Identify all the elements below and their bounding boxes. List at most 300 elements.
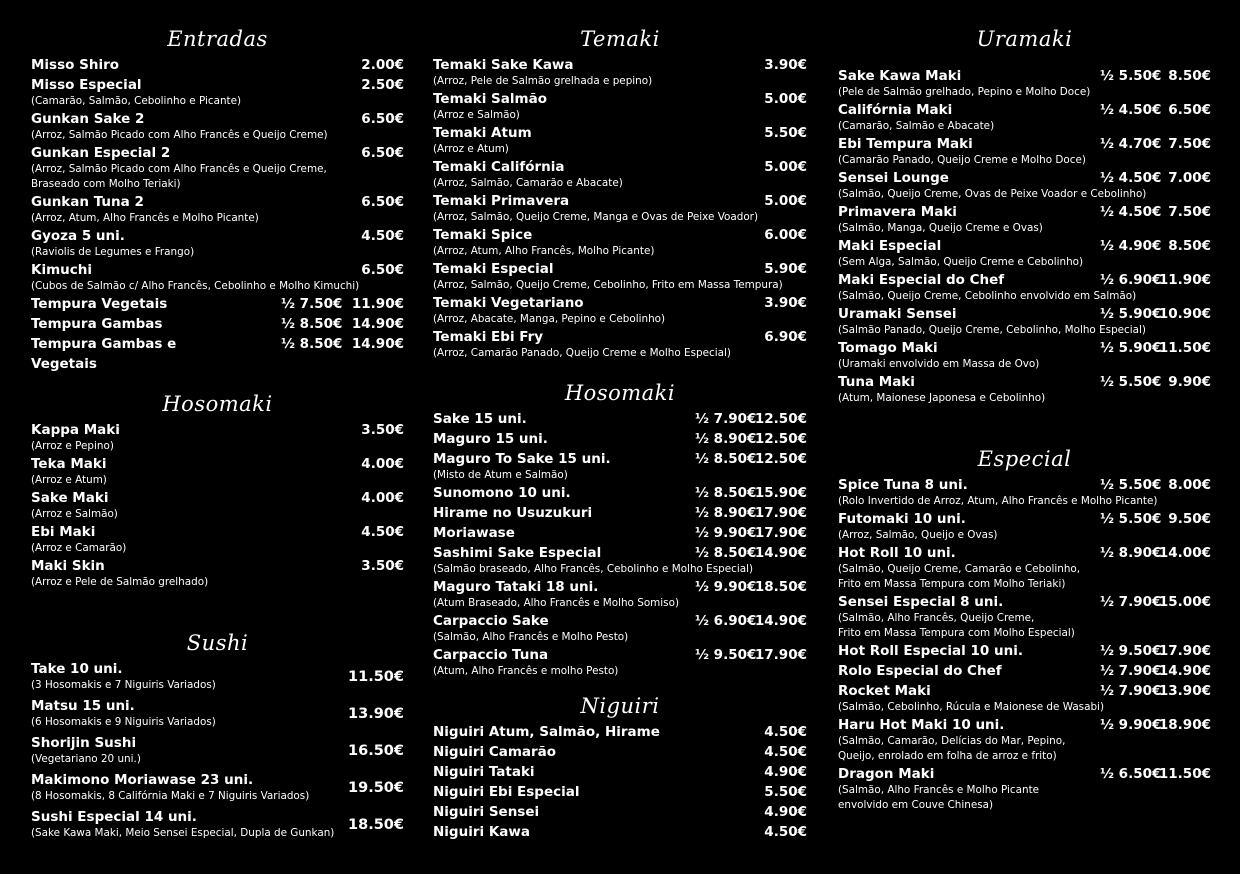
menu-item-row [433,89,807,109]
menu-item-name: Sushi Especial 14 uni. [31,809,197,825]
menu-item-row [31,556,404,576]
menu-item-half-price: ½ 9.50€ [1100,643,1162,659]
section-especial [838,446,1211,813]
menu-item-description: (Arroz e Atum) [31,474,107,486]
menu-item-price: 4.90€ [764,804,807,820]
menu-item-maki-especial [838,236,1211,270]
menu-item-misso-shiro [31,55,404,75]
menu-item-row [433,802,807,822]
menu-item-sensei-especial-8-uni [838,592,1211,641]
menu-item-row [31,192,404,212]
menu-item-niguiri-camarao [433,742,807,762]
menu-item-description: (Camarão Panado, Queijo Creme e Molho Doce) [838,154,1086,166]
menu-item-description: (Arroz, Abacate, Manga, Pepino e Cebolinho) [433,313,666,325]
menu-item-description: (Salmão, Alho Francês, Queijo Creme, Frito em Massa Tempura com Molho Especial) [838,612,1075,639]
menu-item-price: 7.50€ [1168,204,1211,220]
menu-item-price: 11.50€ [1158,766,1211,782]
menu-item-row [433,55,807,75]
menu-item-sake-maki [31,488,404,522]
menu-item-hot-roll-especial-10-uni [838,641,1211,661]
menu-item-rolo-especial-do-chef [838,661,1211,681]
menu-item-name: Sashimi Sake Especial [433,545,602,561]
menu-item-price: 6.50€ [361,145,404,161]
menu-item-half-price: ½ 8.50€ [281,316,343,332]
section-heading: Temaki [580,27,660,51]
menu-item-price: 4.50€ [361,524,404,540]
menu-item-row [838,641,1211,661]
menu-item-price: 14.90€ [351,336,404,352]
menu-item-price: 7.00€ [1168,170,1211,186]
menu-item-row [838,661,1211,681]
menu-item-row [433,762,807,782]
menu-item-name: Teka Maki [31,456,107,472]
menu-item-shorijin-sushi [31,733,404,767]
menu-item-price: 4.00€ [361,456,404,472]
menu-item-name: Carpaccio Tuna [433,647,549,663]
menu-item-name: Sunomono 10 uni. [433,485,571,501]
menu-item-uramaki-sensei [838,304,1211,338]
menu-item-description: (Pele de Salmão grelhado, Pepino e Molho Doce) [838,86,1091,98]
menu-item-half-price: ½ 6.90€ [1100,272,1162,288]
menu-item-name: Gyoza 5 uni. [31,228,125,244]
menu-item-description: (Salmão, Queijo Creme, Camarão e Cebolinho, Frito em Massa Tempura com Molho Teriaki) [838,563,1081,590]
menu-item-row [838,168,1211,188]
menu-item-maguro-to-sake-15-uni [433,449,807,483]
menu-item-name: Gunkan Sake 2 [31,111,145,127]
menu-item-temaki-salmao [433,89,807,123]
menu-item-spice-tuna-8-uni [838,475,1211,509]
menu-item-price: 7.50€ [1168,136,1211,152]
menu-item-description: (Arroz, Salmão, Queijo Creme, Manga e Ovas de Peixe Voador) [433,211,758,223]
menu-item-description: (Arroz, Salmão Picado com Alho Francês e Queijo Creme, Braseado com Molho Teriaki) [31,163,327,190]
menu-item-half-price: ½ 5.90€ [1100,306,1162,322]
menu-item-row [433,742,807,762]
section-heading: Uramaki [976,27,1073,51]
section-heading: Entradas [167,27,268,51]
menu-item-temaki-primavera [433,191,807,225]
menu-item-half-price: ½ 9.50€ [695,647,757,663]
menu-item-california-maki [838,100,1211,134]
menu-item-name: Hot Roll Especial 10 uni. [838,643,1023,659]
menu-item-row [838,372,1211,392]
menu-item-price: 10.90€ [1158,306,1211,322]
menu-item-row [838,543,1211,563]
menu-item-row [838,270,1211,290]
menu-item-description: (Atum, Maionese Japonesa e Cebolinho) [838,392,1046,404]
menu-item-name: Temaki Califórnia [433,159,565,175]
menu-item-row [433,503,807,523]
menu-item-description: (Arroz, Salmão, Queijo e Ovas) [838,529,998,541]
section-heading: Niguiri [580,694,660,718]
section-heading: Especial [977,447,1072,471]
menu-item-half-price: ½ 5.50€ [1100,477,1162,493]
menu-item-row [433,483,807,503]
menu-item-niguiri-atum-salmao-hirame [433,722,807,742]
menu-item-niguiri-ebi-especial [433,782,807,802]
menu-item-row [433,782,807,802]
menu-item-half-price: ½ 5.90€ [1100,340,1162,356]
menu-item-price: 5.50€ [764,784,807,800]
menu-item-rocket-maki [838,681,1211,715]
menu-item-price: 3.90€ [764,295,807,311]
menu-item-price: 4.50€ [361,228,404,244]
menu-item-description: (Salmão, Alho Francês e Molho Pesto) [433,631,629,643]
menu-item-price: 18.50€ [348,817,404,833]
menu-item-price: 14.90€ [754,613,807,629]
menu-item-price: 4.50€ [764,724,807,740]
menu-item-sunomono-10-uni [433,483,807,503]
menu-item-name: Ebi Maki [31,524,96,540]
menu-item-price: 6.50€ [361,194,404,210]
menu-item-price: 5.00€ [764,91,807,107]
menu-item-description: (Arroz e Salmão) [433,109,520,121]
menu-item-price: 4.50€ [764,744,807,760]
menu-item-row [31,294,404,314]
menu-item-name: Tuna Maki [838,374,915,390]
menu-item-maguro-tataki-18-uni [433,577,807,611]
menu-item-row [31,522,404,542]
menu-item-name: Gunkan Especial 2 [31,145,171,161]
menu-item-gunkan-sake-2 [31,109,404,143]
menu-item-name: Temaki Especial [433,261,554,277]
menu-item-name: Sensei Lounge [838,170,949,186]
menu-item-price: 19.50€ [348,780,404,796]
menu-item-price: 11.50€ [348,669,404,685]
menu-item-price: 5.90€ [764,261,807,277]
menu-item-description: (Arroz, Pele de Salmão grelhada e pepino) [433,75,653,87]
menu-item-niguiri-tataki [433,762,807,782]
menu-item-price: 6.00€ [764,227,807,243]
menu-item-name: Haru Hot Maki 10 uni. [838,717,1005,733]
menu-item-price: 8.50€ [1168,68,1211,84]
menu-item-teka-maki [31,454,404,488]
menu-item-name: Misso Shiro [31,57,120,73]
menu-item-description: (Atum Braseado, Alho Francês e Molho Somiso) [433,597,680,609]
menu-item-price: 3.50€ [361,422,404,438]
menu-item-half-price: ½ 8.50€ [695,451,757,467]
menu-item-price: 6.50€ [361,262,404,278]
menu-item-row [433,259,807,279]
menu-item-sake-kawa-maki [838,66,1211,100]
menu-item-row [433,409,807,429]
menu-item-price: 16.50€ [348,743,404,759]
menu-item-name: Califórnia Maki [838,102,953,118]
menu-item-temaki-especial [433,259,807,293]
menu-item-price: 17.90€ [1158,643,1211,659]
menu-item-name: Temaki Sake Kawa [433,57,574,73]
menu-item-row [838,475,1211,495]
menu-item-row [838,236,1211,256]
menu-item-row [433,645,807,665]
menu-item-price: 18.50€ [754,579,807,595]
menu-item-name: Niguiri Sensei [433,804,540,820]
menu-item-name: Dragon Maki [838,766,935,782]
menu-item-name: Rocket Maki [838,683,931,699]
menu-item-price: 17.90€ [754,525,807,541]
menu-item-row [433,157,807,177]
menu-item-name: Rolo Especial do Chef [838,663,1002,679]
menu-item-matsu-15-uni [31,696,404,730]
menu-item-price: 2.00€ [361,57,404,73]
menu-item-half-price: ½ 8.50€ [695,485,757,501]
menu-item-moriawase [433,523,807,543]
menu-item-price: 13.90€ [1158,683,1211,699]
menu-item-name: Sake Kawa Maki [838,68,962,84]
menu-item-half-price: ½ 5.50€ [1100,511,1162,527]
menu-item-name: Moriawase [433,525,515,541]
menu-item-name: Tomago Maki [838,340,938,356]
menu-item-description: (Arroz, Camarão Panado, Queijo Creme e Molho Especial) [433,347,731,359]
menu-item-price: 14.90€ [351,316,404,332]
menu-item-price: 12.50€ [754,431,807,447]
menu-item-price: 4.90€ [764,764,807,780]
menu-item-row [31,334,404,374]
menu-item-price: 12.50€ [754,451,807,467]
menu-item-row [433,293,807,313]
menu-item-row [838,764,1211,784]
menu-item-description: (Camarão, Salmão, Cebolinho e Picante) [31,95,242,107]
menu-item-half-price: ½ 8.90€ [695,431,757,447]
menu-item-row [838,100,1211,120]
menu-item-row [433,822,807,842]
menu-item-row [31,143,404,163]
menu-item-description: (Arroz e Pepino) [31,440,114,452]
menu-item-half-price: ½ 9.90€ [695,579,757,595]
menu-item-maki-skin [31,556,404,590]
menu-item-ebi-maki [31,522,404,556]
menu-item-name: Sake Maki [31,490,109,506]
menu-item-row [433,611,807,631]
menu-item-name: Maguro Tataki 18 uni. [433,579,599,595]
menu-item-half-price: ½ 4.90€ [1100,238,1162,254]
section-hosomaki [31,391,404,590]
menu-item-name: Shorijin Sushi [31,735,137,751]
menu-item-name: Spice Tuna 8 uni. [838,477,968,493]
menu-item-row [433,543,807,563]
menu-item-row [433,577,807,597]
menu-item-row [433,523,807,543]
menu-item-description: (Arroz, Salmão, Queijo Creme, Cebolinho, Frito em Massa Tempura) [433,279,783,291]
menu-item-half-price: ½ 7.90€ [695,411,757,427]
menu-item-name: Temaki Atum [433,125,532,141]
menu-item-name: Temaki Vegetariano [433,295,584,311]
menu-item-carpaccio-sake [433,611,807,645]
menu-item-price: 3.50€ [361,558,404,574]
menu-item-half-price: ½ 9.90€ [1100,717,1162,733]
menu-item-half-price: ½ 8.90€ [1100,545,1162,561]
menu-item-dragon-maki [838,764,1211,813]
menu-item-row [31,75,404,95]
menu-item-description: (Atum, Alho Francês e molho Pesto) [433,665,619,677]
menu-item-name: Uramaki Sensei [838,306,957,322]
menu-item-row [433,722,807,742]
menu-item-description: (Camarão, Salmão e Abacate) [838,120,995,132]
menu-item-description: (Sem Alga, Salmão, Queijo Creme e Cebolinho) [838,256,1084,268]
menu-item-description: (Rolo Invertido de Arroz, Atum, Alho Francês e Molho Picante) [838,495,1158,507]
menu-item-price: 8.00€ [1168,477,1211,493]
menu-item-row [838,715,1211,735]
menu-item-temaki-sake-kawa [433,55,807,89]
menu-item-description: (Salmão, Manga, Queijo Creme e Ovas) [838,222,1043,234]
menu-item-description: (Arroz e Pele de Salmão grelhado) [31,576,209,588]
menu-item-name: Tempura Gambas e Vegetais [31,336,177,372]
section-heading: Hosomaki [564,381,676,405]
menu-item-row [838,338,1211,358]
section-hosomaki-sashimi [433,380,807,679]
menu-item-name: Misso Especial [31,77,142,93]
menu-item-name: Maguro 15 uni. [433,431,548,447]
menu-item-ebi-tempura-maki [838,134,1211,168]
menu-item-tomago-maki [838,338,1211,372]
menu-item-name: Niguiri Kawa [433,824,530,840]
menu-item-maki-especial-do-chef [838,270,1211,304]
menu-item-hirame-no-usuzukuri [433,503,807,523]
menu-item-name: Matsu 15 uni. [31,698,135,714]
menu-item-description: (Arroz e Camarão) [31,542,127,554]
menu-item-half-price: ½ 8.50€ [695,545,757,561]
menu-item-row [31,314,404,334]
menu-item-gunkan-tuna-2 [31,192,404,226]
menu-item-description: (Salmão braseado, Alho Francês, Cebolinho e Molho Especial) [433,563,754,575]
menu-item-price: 4.00€ [361,490,404,506]
menu-item-name: Temaki Primavera [433,193,570,209]
menu-item-name: Take 10 uni. [31,661,123,677]
menu-item-description: (Arroz, Atum, Alho Francês e Molho Picante) [31,212,259,224]
menu-item-row [838,509,1211,529]
menu-item-price: 15.90€ [754,485,807,501]
menu-item-name: Makimono Moriawase 23 uni. [31,772,254,788]
menu-item-kimuchi [31,260,404,294]
menu-item-name: Primavera Maki [838,204,957,220]
menu-item-sake-15-uni [433,409,807,429]
section-heading: Sushi [186,631,249,655]
menu-item-row [838,304,1211,324]
menu-item-temaki-atum [433,123,807,157]
section-temaki [433,26,807,361]
menu-item-price: 8.50€ [1168,238,1211,254]
menu-item-carpaccio-tuna [433,645,807,679]
menu-item-price: 11.90€ [1158,272,1211,288]
menu-item-description: (Salmão, Queijo Creme, Cebolinho envolvido em Salmão) [838,290,1137,302]
section-entradas [31,26,404,374]
menu-item-row [31,420,404,440]
menu-item-row [31,454,404,474]
menu-item-row [838,681,1211,701]
menu-item-price: 6.90€ [764,329,807,345]
menu-item-name: Gunkan Tuna 2 [31,194,144,210]
menu-item-name: Hirame no Usuzukuri [433,505,593,521]
menu-item-price: 2.50€ [361,77,404,93]
menu-item-name: Kimuchi [31,262,93,278]
menu-item-price: 17.90€ [754,505,807,521]
menu-item-half-price: ½ 7.90€ [1100,594,1162,610]
menu-item-price: 4.50€ [764,824,807,840]
menu-item-tempura-gambas-e-vegetais [31,334,404,374]
menu-item-temaki-ebi-fry [433,327,807,361]
menu-item-row [31,226,404,246]
menu-item-futomaki-10-uni [838,509,1211,543]
menu-item-price: 14.90€ [754,545,807,561]
menu-item-price: 6.50€ [361,111,404,127]
menu-item-half-price: ½ 7.50€ [281,296,343,312]
section-heading: Hosomaki [162,392,273,416]
menu-item-price: 18.90€ [1158,717,1211,733]
menu-item-row [433,225,807,245]
menu-item-description: (Arroz e Salmão) [31,508,118,520]
menu-item-name: Maki Especial do Chef [838,272,1005,288]
menu-item-name: Temaki Salmão [433,91,547,107]
menu-item-description: (Arroz, Atum, Alho Francês, Molho Picante) [433,245,655,257]
menu-item-primavera-maki [838,202,1211,236]
menu-item-price: 11.90€ [351,296,404,312]
menu-item-row [31,109,404,129]
menu-item-price: 12.50€ [754,411,807,427]
menu-item-half-price: ½ 6.50€ [1100,766,1162,782]
menu-item-sensei-lounge [838,168,1211,202]
menu-item-half-price: ½ 5.50€ [1100,68,1162,84]
menu-item-description: (3 Hosomakis e 7 Niguiris Variados) [31,679,216,691]
menu-item-description: (Arroz, Salmão Picado com Alho Francês e Queijo Creme) [31,129,328,141]
menu-item-price: 5.50€ [764,125,807,141]
section-niguiri [433,693,807,842]
menu-item-name: Carpaccio Sake [433,613,549,629]
menu-item-name: Niguiri Atum, Salmão, Hirame [433,724,660,740]
section-sushi [31,630,404,844]
menu-item-row [31,260,404,280]
menu-item-tuna-maki [838,372,1211,406]
menu-item-half-price: ½ 4.70€ [1100,136,1162,152]
menu-item-maguro-15-uni [433,429,807,449]
menu-item-description: (Vegetariano 20 uni.) [31,753,141,765]
menu-item-row [433,123,807,143]
menu-item-description: (8 Hosomakis, 8 Califórnia Maki e 7 Niguiris Variados) [31,790,310,802]
menu-item-row [838,66,1211,86]
menu-item-gyoza-5-uni [31,226,404,260]
menu-item-misso-especial [31,75,404,109]
menu-item-name: Temaki Spice [433,227,533,243]
menu-item-half-price: ½ 4.50€ [1100,102,1162,118]
menu-item-half-price: ½ 7.90€ [1100,663,1162,679]
menu-item-name: Niguiri Camarão [433,744,557,760]
menu-item-name: Temaki Ebi Fry [433,329,544,345]
section-uramaki [838,26,1211,406]
menu-item-row [433,429,807,449]
menu-item-price: 9.90€ [1168,374,1211,390]
menu-item-description: (Salmão, Alho Francês e Molho Picante envolvido em Couve Chinesa) [838,784,1040,811]
menu-item-price: 13.90€ [348,706,404,722]
menu-item-description: (Cubos de Salmão c/ Alho Francês, Cebolinho e Molho Kimuchi) [31,280,360,292]
menu-item-makimono-moriawase-23-uni [31,770,404,804]
menu-item-name: Ebi Tempura Maki [838,136,973,152]
menu-item-niguiri-kawa [433,822,807,842]
menu-item-description: (Arroz e Atum) [433,143,509,155]
menu-item-description: (Uramaki envolvido em Massa de Ovo) [838,358,1040,370]
menu-item-tempura-gambas [31,314,404,334]
menu-item-half-price: ½ 8.50€ [281,336,343,352]
menu-item-name: Maki Especial [838,238,942,254]
menu-item-row [31,55,404,75]
menu-item-temaki-vegetariano [433,293,807,327]
menu-item-half-price: ½ 9.90€ [695,525,757,541]
menu-item-take-10-uni [31,659,404,693]
menu-item-half-price: ½ 8.90€ [695,505,757,521]
menu-item-description: (Salmão, Queijo Creme, Ovas de Peixe Voador e Cebolinho) [838,188,1147,200]
menu-item-price: 14.90€ [1158,663,1211,679]
menu-item-name: Tempura Gambas [31,316,163,332]
menu-item-gunkan-especial-2 [31,143,404,192]
menu-item-row [433,327,807,347]
menu-item-price: 11.50€ [1158,340,1211,356]
